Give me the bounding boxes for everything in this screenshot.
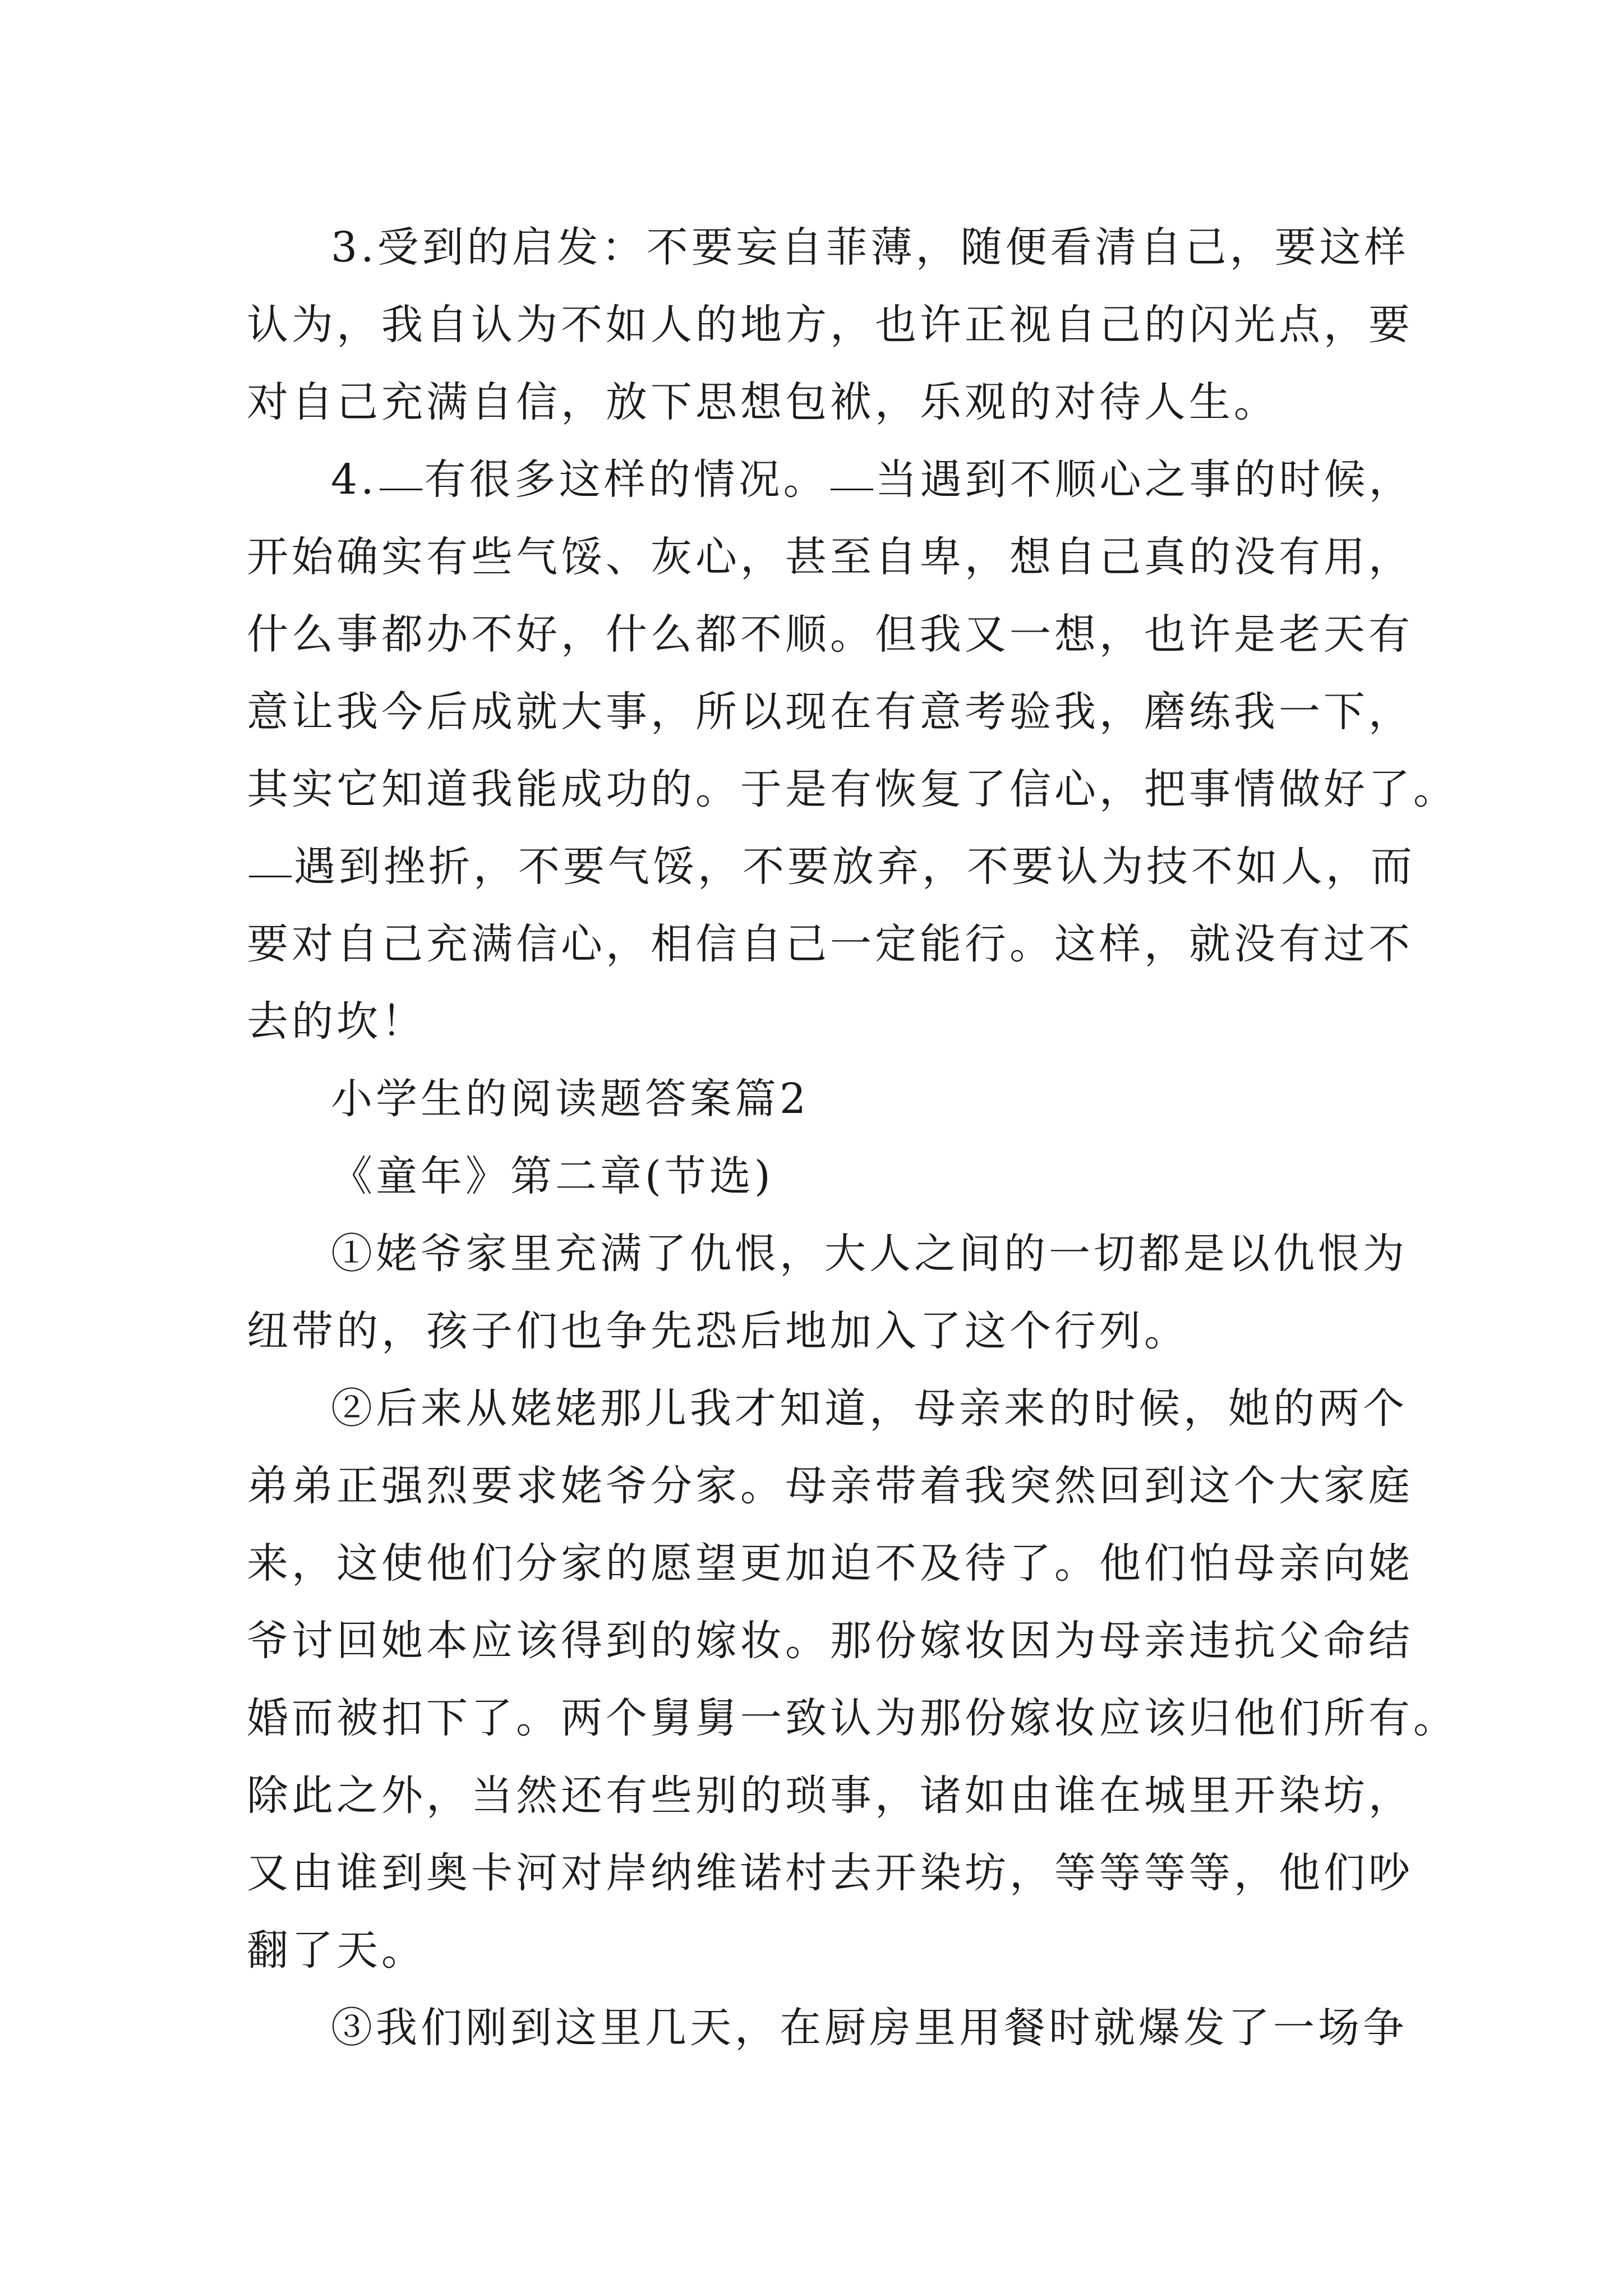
text-line: 弟弟正强烈要求姥爷分家。母亲带着我突然回到这个大家庭 — [247, 1462, 1413, 1510]
text-fragment: 有很多这样的情况。 — [424, 455, 828, 504]
text-line — [247, 441, 1414, 518]
text-line: 又由谁到奥卡河对岸纳维诺村去开染坊，等等等等，他们吵 — [247, 1849, 1413, 1897]
text-line: 爷讨回她本应该得到的嫁妆。那份嫁妆因为母亲违抗父命结 — [247, 1617, 1413, 1665]
fill-blank — [249, 876, 292, 877]
text-line: 翻了天。 — [247, 1926, 426, 1975]
text-line: ③我们刚到这里几天，在厨房里用餐时就爆发了一场争 — [331, 2004, 1408, 2052]
text-line: 3.受到的启发：不要妄自菲薄，随便看清自己，要这样 — [331, 223, 1409, 272]
excerpt-title: 《童年》第二章(节选) — [331, 1152, 774, 1200]
text-line: 其实它知道我能成功的。于是有恢复了信心，把事情做好了。 — [247, 765, 1458, 813]
text-line: 什么事都办不好，什么都不顺。但我又一想，也许是老天有 — [247, 610, 1413, 659]
section-title: 小学生的阅读题答案篇2 — [331, 1075, 810, 1123]
fill-blank — [380, 489, 422, 490]
text-line: 认为，我自认为不如人的地方，也许正视自己的闪光点，要 — [247, 301, 1413, 349]
text-fragment: 当遇到不顺心之事的时候， — [875, 455, 1414, 504]
text-line: 除此之外，当然还有些别的琐事，诸如由谁在城里开染坊， — [247, 1772, 1413, 1820]
text-fragment: 4. — [331, 455, 377, 504]
text-line: 来，这使他们分家的愿望更加迫不及待了。他们怕母亲向姥 — [247, 1539, 1413, 1588]
fill-blank — [831, 489, 873, 490]
text-line: ②后来从姥姥那儿我才知道，母亲来的时候，她的两个 — [331, 1384, 1408, 1433]
text-line: 婚而被扣下了。两个舅舅一致认为那份嫁妆应该归他们所有。 — [247, 1694, 1458, 1742]
text-line: 意让我今后成就大事，所以现在有意考验我，磨练我一下， — [247, 688, 1413, 736]
text-line: ①姥爷家里充满了仇恨，大人之间的一切都是以仇恨为 — [331, 1230, 1408, 1278]
document-body — [247, 209, 1458, 2067]
text-line: 纽带的，孩子们也争先恐后地加入了这个行列。 — [247, 1307, 1189, 1355]
text-line: 去的坎！ — [247, 997, 426, 1046]
text-line: 要对自己充满信心，相信自己一定能行。这样，就没有过不 — [247, 920, 1413, 968]
text-line: 对自己充满自信，放下思想包袱，乐观的对待人生。 — [247, 378, 1279, 426]
text-line: 开始确实有些气馁、灰心，甚至自卑，想自己真的没有用， — [247, 533, 1413, 581]
text-fragment: 遇到挫折，不要气馁，不要放弃，不要认为技不如人，而 — [294, 843, 1415, 891]
text-line — [247, 828, 1415, 905]
